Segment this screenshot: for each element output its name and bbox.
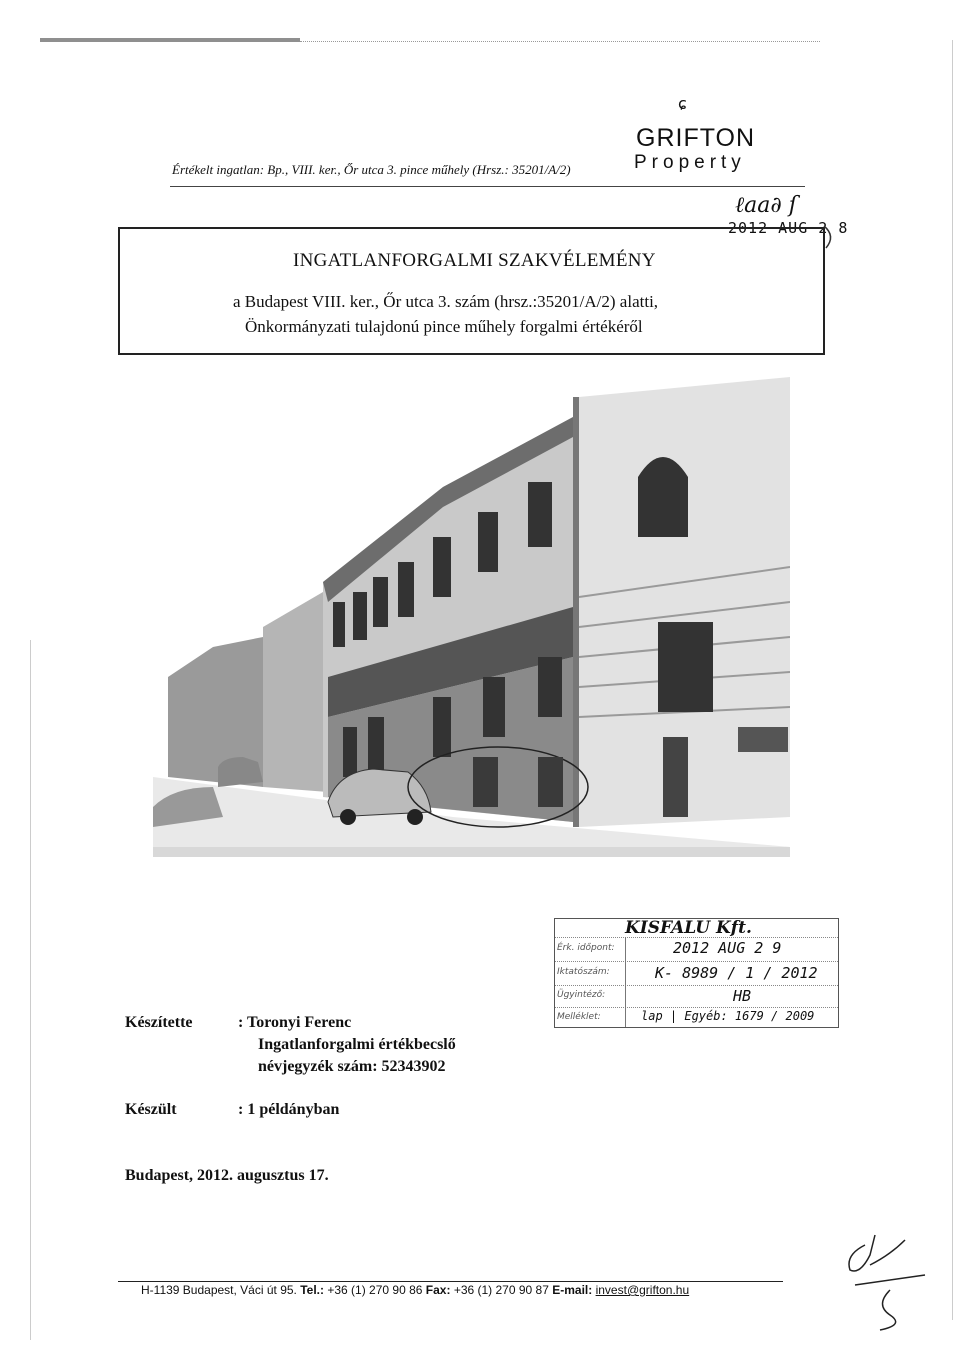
handwritten-signature xyxy=(835,1225,935,1335)
copies-value: : 1 példányban xyxy=(238,1101,340,1118)
document-title: INGATLANFORGALMI SZAKVÉLEMÉNY xyxy=(293,250,656,271)
stamp-label-received: Érk. időpont: xyxy=(557,943,615,953)
stamp-value-attachment: lap | Egyéb: 1679 / 2009 xyxy=(641,1009,815,1023)
footer-tel: +36 (1) 270 90 86 xyxy=(327,1283,423,1297)
footer-fax-label: Fax: xyxy=(425,1283,451,1297)
stamp-label-filing: Iktatószám: xyxy=(557,967,610,977)
author-registry: névjegyzék szám: 52343902 xyxy=(258,1058,446,1075)
scan-artifact-dots xyxy=(300,41,820,43)
stamp-heading: KISFALU Kft. xyxy=(625,918,752,938)
stamp-value-received: 2012 AUG 2 9 xyxy=(673,939,782,957)
stamp-value-clerk: HB xyxy=(733,987,752,1005)
footer-email-link[interactable]: invest@grifton.hu xyxy=(595,1283,690,1297)
footer-address: H-1139 Budapest, Váci út 95. xyxy=(141,1283,297,1297)
stamp-label-attachment: Melléklet: xyxy=(557,1012,601,1022)
copies-label: Készült xyxy=(125,1101,177,1118)
handwritten-initials: ℓaa∂ ſ xyxy=(735,193,797,218)
header-rule xyxy=(170,186,805,187)
document-subtitle-2: Önkormányzati tulajdonú pince műhely forgalmi értékéről xyxy=(245,317,643,336)
building-photo xyxy=(153,377,790,857)
author-name: : Toronyi Ferenc xyxy=(238,1014,352,1031)
place-date: Budapest, 2012. augusztus 17. xyxy=(125,1167,329,1184)
box-corner-mark xyxy=(822,222,842,252)
footer-tel-label: Tel.: xyxy=(300,1283,325,1297)
footer-rule xyxy=(118,1281,783,1282)
scan-artifact xyxy=(40,38,300,42)
footer-email-label: E-mail: xyxy=(552,1283,593,1297)
logo-subtitle: Property xyxy=(634,152,746,173)
stamp-value-filing: K- 8989 / 1 / 2012 xyxy=(655,964,818,982)
author-label: Készítette xyxy=(125,1014,193,1031)
author-role: Ingatlanforgalmi értékbecslő xyxy=(258,1036,456,1053)
logo-icon: ɕ xyxy=(678,94,687,113)
document-subtitle-1: a Budapest VIII. ker., Őr utca 3. szám (hrsz.:35201/A/2) alatti, xyxy=(233,292,659,311)
logo-name: GRIFTON xyxy=(636,124,756,152)
receipt-date-stamp: 2012 AUG 2 8 xyxy=(728,219,849,237)
footer-fax: +36 (1) 270 90 87 xyxy=(453,1283,549,1297)
stamp-label-clerk: Ügyintéző: xyxy=(557,990,606,1000)
scan-margin-line xyxy=(952,40,953,1320)
header-subject: Értékelt ingatlan: Bp., VIII. ker., Őr utca 3. pince műhely (Hrsz.: 35201/A/2) xyxy=(172,162,571,177)
scan-margin-line xyxy=(30,640,31,1340)
footer-contact xyxy=(141,1283,689,1297)
